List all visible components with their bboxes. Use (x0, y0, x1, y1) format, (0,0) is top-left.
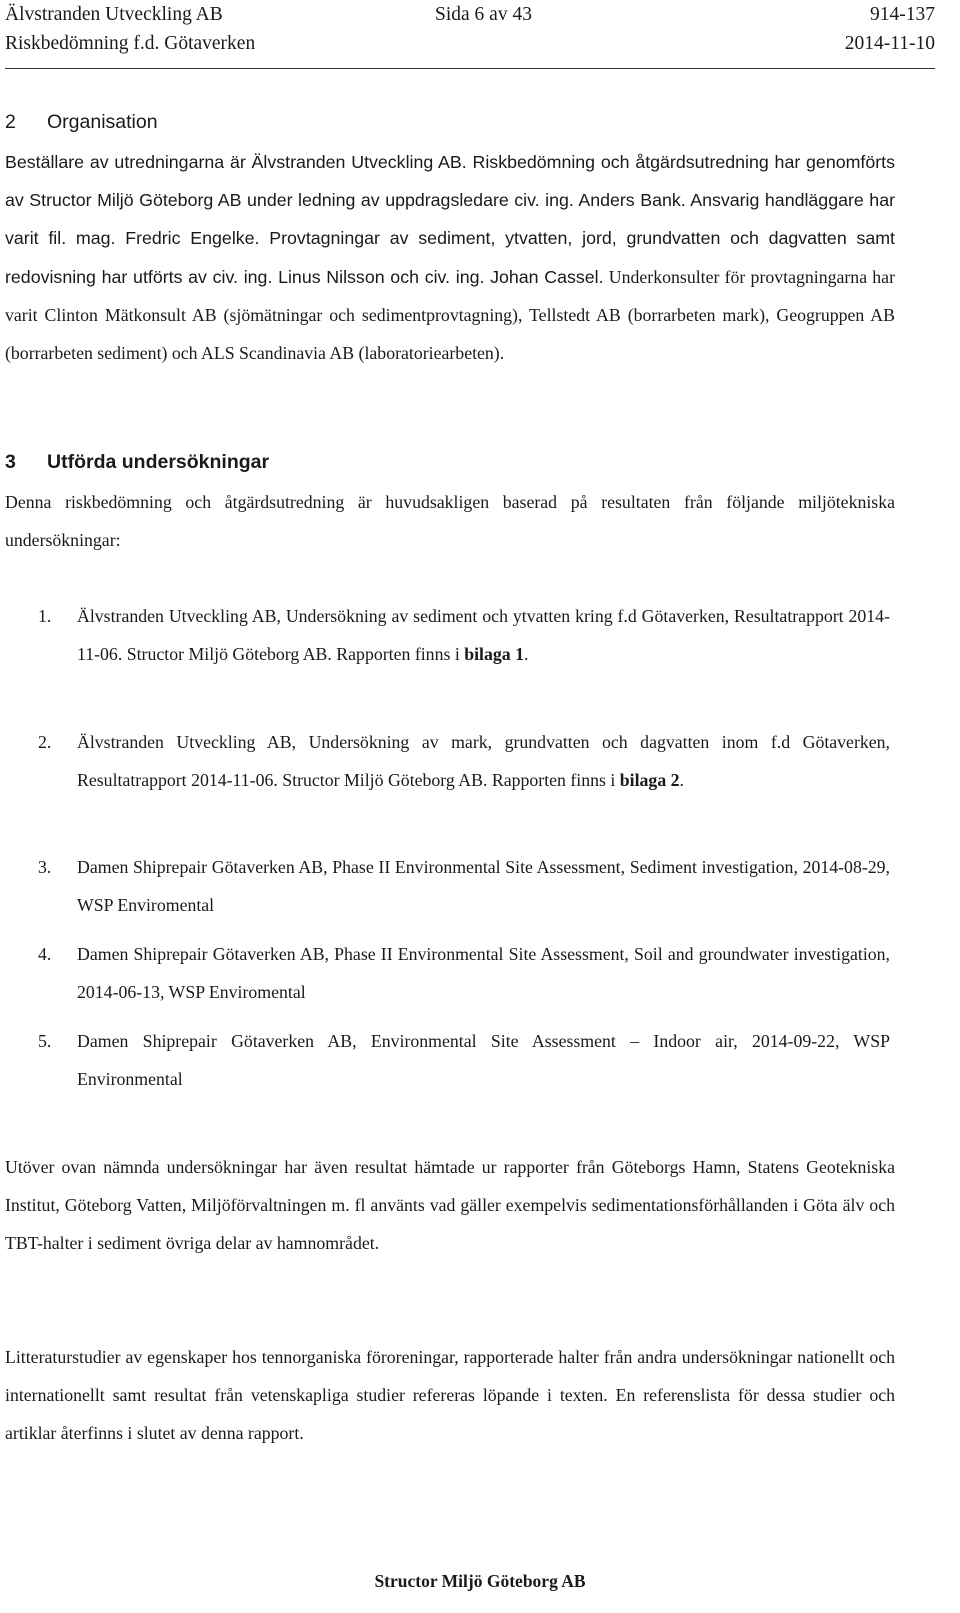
section-2-text-part2: Provtagningar av sediment, ytvatten, jord, grundvatten och dagvatten samt redovisning har utförts av civ. ing. Linus Nilsson och civ. ing. Johan Cassel. (5, 228, 896, 287)
section-2-text-part1: Beställare av utredningarna är Älvstranden Utveckling AB. Riskbedömning och åtgärdsutredning har genomförts av Structor Miljö Göteborg AB under ledning av uppdragsledare civ. ing. Anders Bank. Ansvarig handläggare har varit fil. mag. Fredric Engelke. (5, 152, 895, 249)
reference-text: Älvstranden Utveckling AB, Undersökning av mark, grundvatten och dagvatten inom f.d Götaverken, Resultatrapport 2014-11-06. Structor Miljö Göteborg AB. Rapporten finns i (77, 732, 890, 791)
header-page-label: Sida 6 av 43 (435, 4, 532, 25)
section-2-title: Organisation (47, 111, 158, 133)
reference-item: 2. Älvstranden Utveckling AB, Undersökning av mark, grundvatten och dagvatten inom f.d Götaverken, Resultatrapport 2014-11-06. Structor Miljö Göteborg AB. Rapporten finns i bilaga 2. (38, 723, 890, 799)
reference-text: Damen Shiprepair Götaverken AB, Phase II Environmental Site Assessment, Sediment investigation, 2014-08-29, WSP Enviromental (77, 857, 890, 916)
section-2-text-part3: Underkonsulter för provtagningarna har varit Clinton Mätkonsult AB (sjömätningar och sedimentprovtagning), Tellstedt AB (borrarbeten mark), Geogruppen AB (borrarbeten sediment) och ALS Scandinavia AB (laboratoriearbeten). (5, 266, 895, 364)
section-3-heading (5, 451, 269, 474)
reference-number: 3. (38, 857, 52, 877)
reference-number: 4. (38, 944, 52, 964)
section-2-number: 2 (5, 111, 16, 133)
reference-attachment: bilaga 1 (464, 644, 524, 665)
reference-text: Damen Shiprepair Götaverken AB, Phase II Environmental Site Assessment, Soil and groundwater investigation, 2014-06-13, WSP Enviromental (77, 944, 890, 1003)
header-date: 2014-11-10 (844, 33, 935, 54)
reference-item: 1. Älvstranden Utveckling AB, Undersökning av sediment och ytvatten kring f.d Götaverken, Resultatrapport 2014-11-06. Structor Miljö Göteborg AB. Rapporten finns i bilaga 1. (38, 597, 890, 673)
reference-number: 1. (38, 606, 52, 626)
reference-number: 5. (38, 1031, 52, 1051)
section-3-number: 3 (5, 451, 16, 473)
reference-item (38, 935, 890, 1011)
section-2-heading (5, 111, 158, 134)
page-footer: Structor Miljö Göteborg AB (374, 1571, 586, 1591)
section-2-paragraph (5, 143, 895, 372)
reference-attachment: bilaga 2 (619, 770, 680, 791)
reference-number: 2. (38, 732, 52, 752)
reference-item (38, 1022, 890, 1098)
reference-text: Älvstranden Utveckling AB, Undersökning av sediment och ytvatten kring f.d Götaverken, Resultatrapport 2014-11-06. Structor Miljö Göteborg AB. Rapporten finns i (77, 606, 890, 665)
literature-paragraph: Litteraturstudier av egenskaper hos tennorganiska föroreningar, rapporterade halter från andra undersökningar nationellt och internationellt samt resultat från vetenskapliga studier refereras löpande i texten. En referenslista för dessa studier och artiklar återfinns i slutet av denna rapport. (5, 1347, 895, 1444)
reference-text: Damen Shiprepair Götaverken AB, Environmental Site Assessment – Indoor air, 2014-09-22, WSP Environmental (77, 1031, 890, 1090)
header-subtitle: Riskbedömning f.d. Götaverken (5, 33, 256, 54)
header-company: Älvstranden Utveckling AB (5, 4, 223, 25)
page-header (5, 0, 935, 69)
header-doc-number: 914-137 (870, 4, 935, 25)
section-3-intro: Denna riskbedömning och åtgärdsutredning är huvudsakligen baserad på resultaten från följande miljötekniska undersökningar: (5, 492, 895, 551)
reference-item (38, 848, 890, 924)
section-3-title: Utförda undersökningar (47, 451, 270, 473)
other-sources-paragraph: Utöver ovan nämnda undersökningar har även resultat hämtade ur rapporter från Göteborgs Hamn, Statens Geotekniska Institut, Göteborg Vatten, Miljöförvaltningen m. fl använts vad gäller exempelvis sedimentationsförhållanden i Göta älv och TBT-halter i sediment övriga delar av hamnområdet. (5, 1157, 895, 1254)
